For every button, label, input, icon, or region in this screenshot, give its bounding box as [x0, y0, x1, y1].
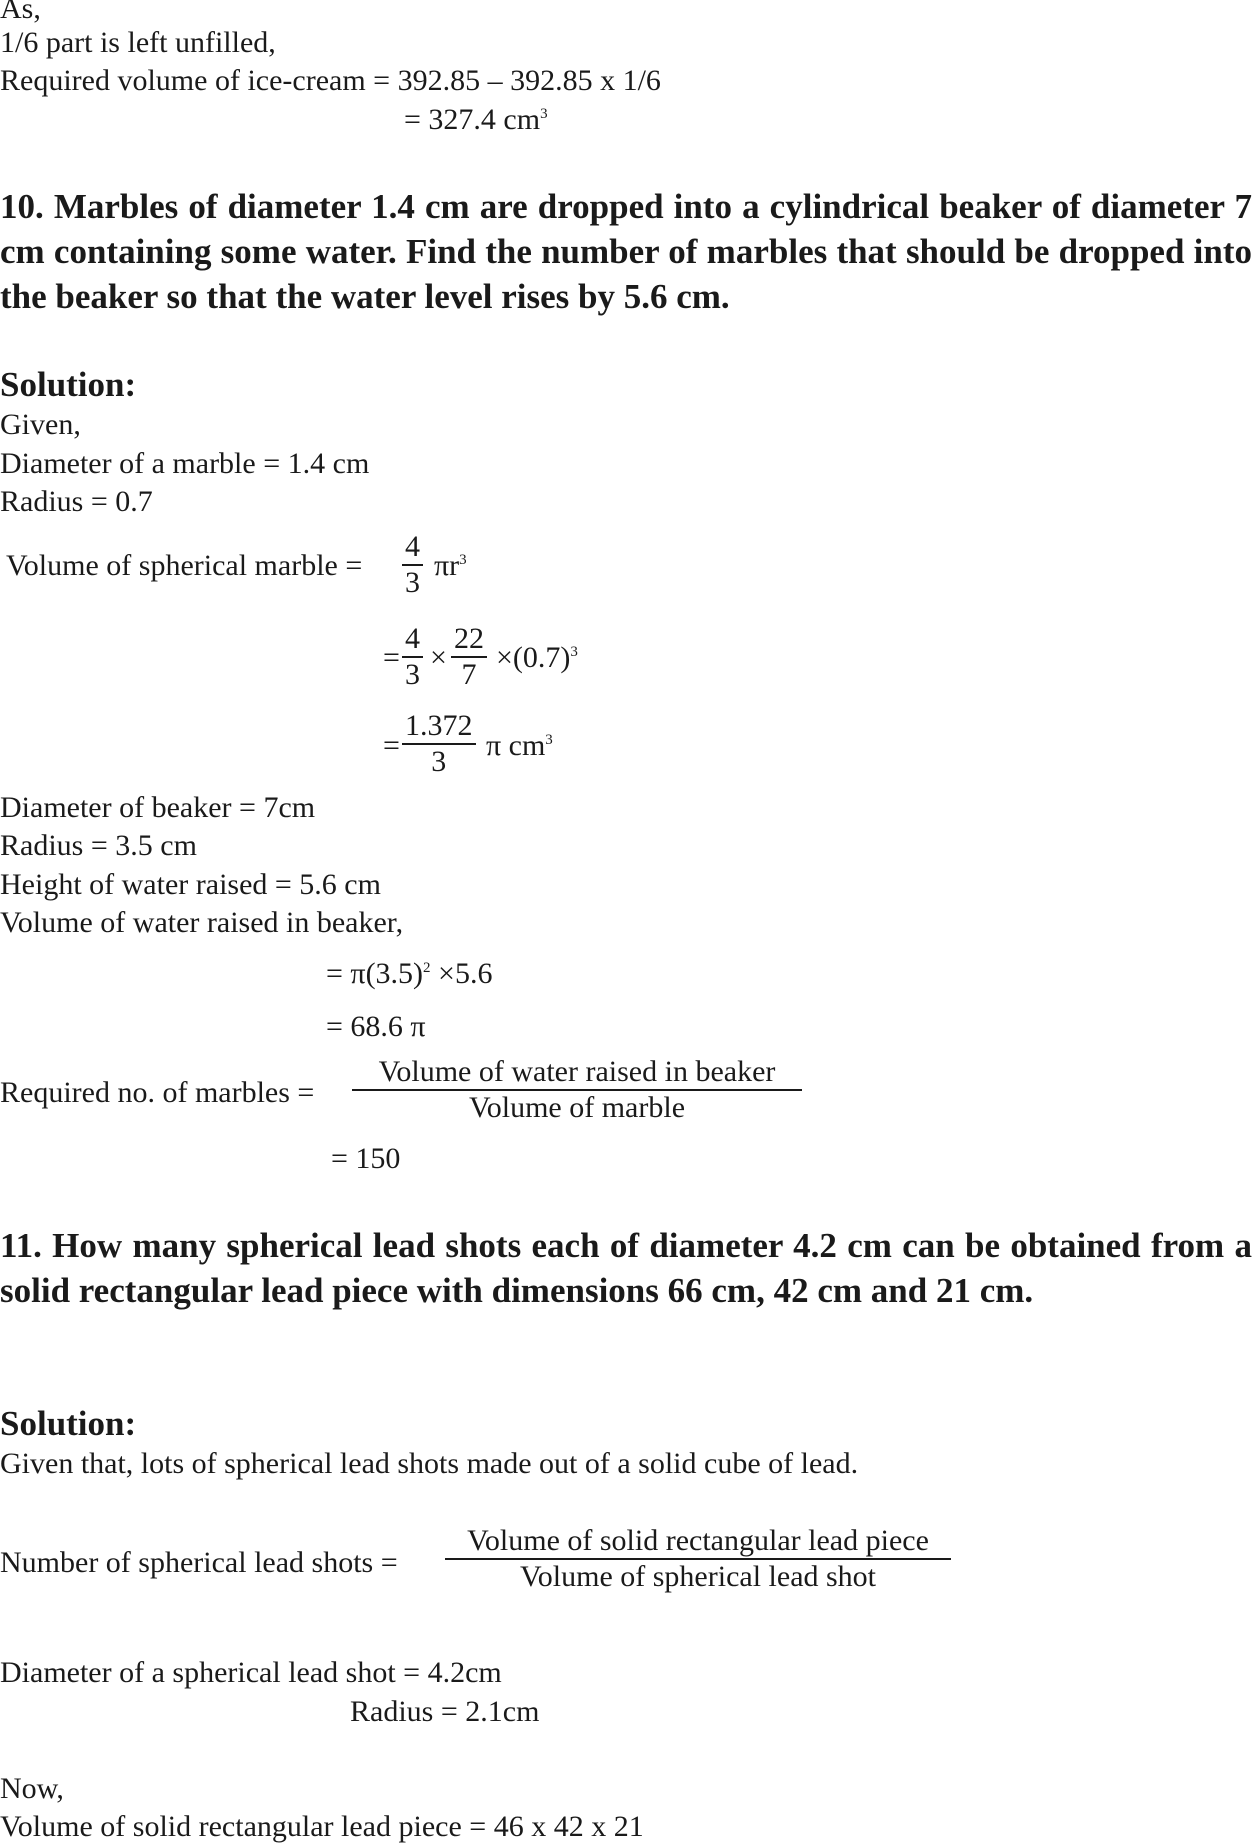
solution-heading-10: Solution:	[0, 365, 137, 404]
times-sign: ×	[430, 641, 447, 674]
num-shots-label: Number of spherical lead shots =	[0, 1546, 398, 1579]
diameter-marble-line: Diameter of a marble = 1.4 cm	[0, 447, 370, 480]
equals-sign-3: =	[383, 729, 400, 762]
fraction-4-3: $\frac{4}{3}$	[402, 530, 423, 600]
vol-water-result: = 68.6 π	[326, 1010, 426, 1043]
as-line: As,	[0, 0, 41, 25]
height-water-line: Height of water raised = 5.6 cm	[0, 868, 381, 901]
req-marbles-fraction: Volume of water raised in beaker Volume of marble	[352, 1055, 802, 1125]
num-shots-fraction: Volume of solid rectangular lead piece Volume of spherical lead shot	[445, 1524, 951, 1594]
diameter-beaker-line: Diameter of beaker = 7cm	[0, 791, 316, 824]
fraction-4-3-b: $\frac{4}{3}$	[402, 622, 423, 692]
pi-cm-cubed: π $cm^3$	[486, 729, 553, 762]
vol-water-label: Volume of water raised in beaker,	[0, 906, 404, 939]
vol-rect-line: Volume of solid rectangular lead piece = 46 x 42 x 21	[0, 1810, 644, 1843]
given-that-line: Given that, lots of spherical lead shots made out of a solid cube of lead.	[0, 1447, 859, 1480]
equals-sign-2: =	[383, 641, 400, 674]
req-marbles-label: Required no. of marbles =	[0, 1076, 315, 1109]
req-marbles-result: = 150	[331, 1142, 401, 1175]
radius-beaker-line: Radius = 3.5 cm	[0, 829, 197, 862]
paren-term: $\times(0.7)^3$	[496, 641, 578, 674]
diameter-shot-line: Diameter of a spherical lead shot = 4.2cm	[0, 1656, 502, 1689]
radius-shot-line: Radius = 2.1cm	[350, 1695, 540, 1728]
required-volume-result: = 327.4 $cm^3$	[404, 103, 548, 136]
question-10: 10. Marbles of diameter 1.4 cm are dropped into a cylindrical beaker of diameter 7 cm containing some water. Find the number of marbles that should be dropped into the beaker so that the water level rises by 5.6 cm.	[0, 187, 1252, 316]
vol-sphere-label: Volume of spherical marble =	[6, 549, 363, 582]
vol-water-expression: = $\pi(3.5)^2 \times 5.6$	[326, 957, 493, 990]
pi-r-cubed: $\pi r^3$	[434, 549, 467, 582]
now-line: Now,	[0, 1772, 64, 1805]
radius-marble-line: Radius = 0.7	[0, 485, 153, 518]
solution-heading-11: Solution:	[0, 1404, 137, 1443]
question-11: 11. How many spherical lead shots each of diameter 4.2 cm can be obtained from a solid rectangular lead piece with dimensions 66 cm, 42 cm and 21 cm.	[0, 1226, 1252, 1310]
given-line: Given,	[0, 408, 81, 441]
unfilled-line: 1/6 part is left unfilled,	[0, 26, 276, 59]
required-volume-line: Required volume of ice-cream = 392.85 – 392.85 x 1/6	[0, 64, 661, 97]
fraction-1372-3: $\frac{1.372}{3}$	[402, 709, 476, 779]
fraction-22-7: $\frac{22}{7}$	[451, 622, 487, 692]
